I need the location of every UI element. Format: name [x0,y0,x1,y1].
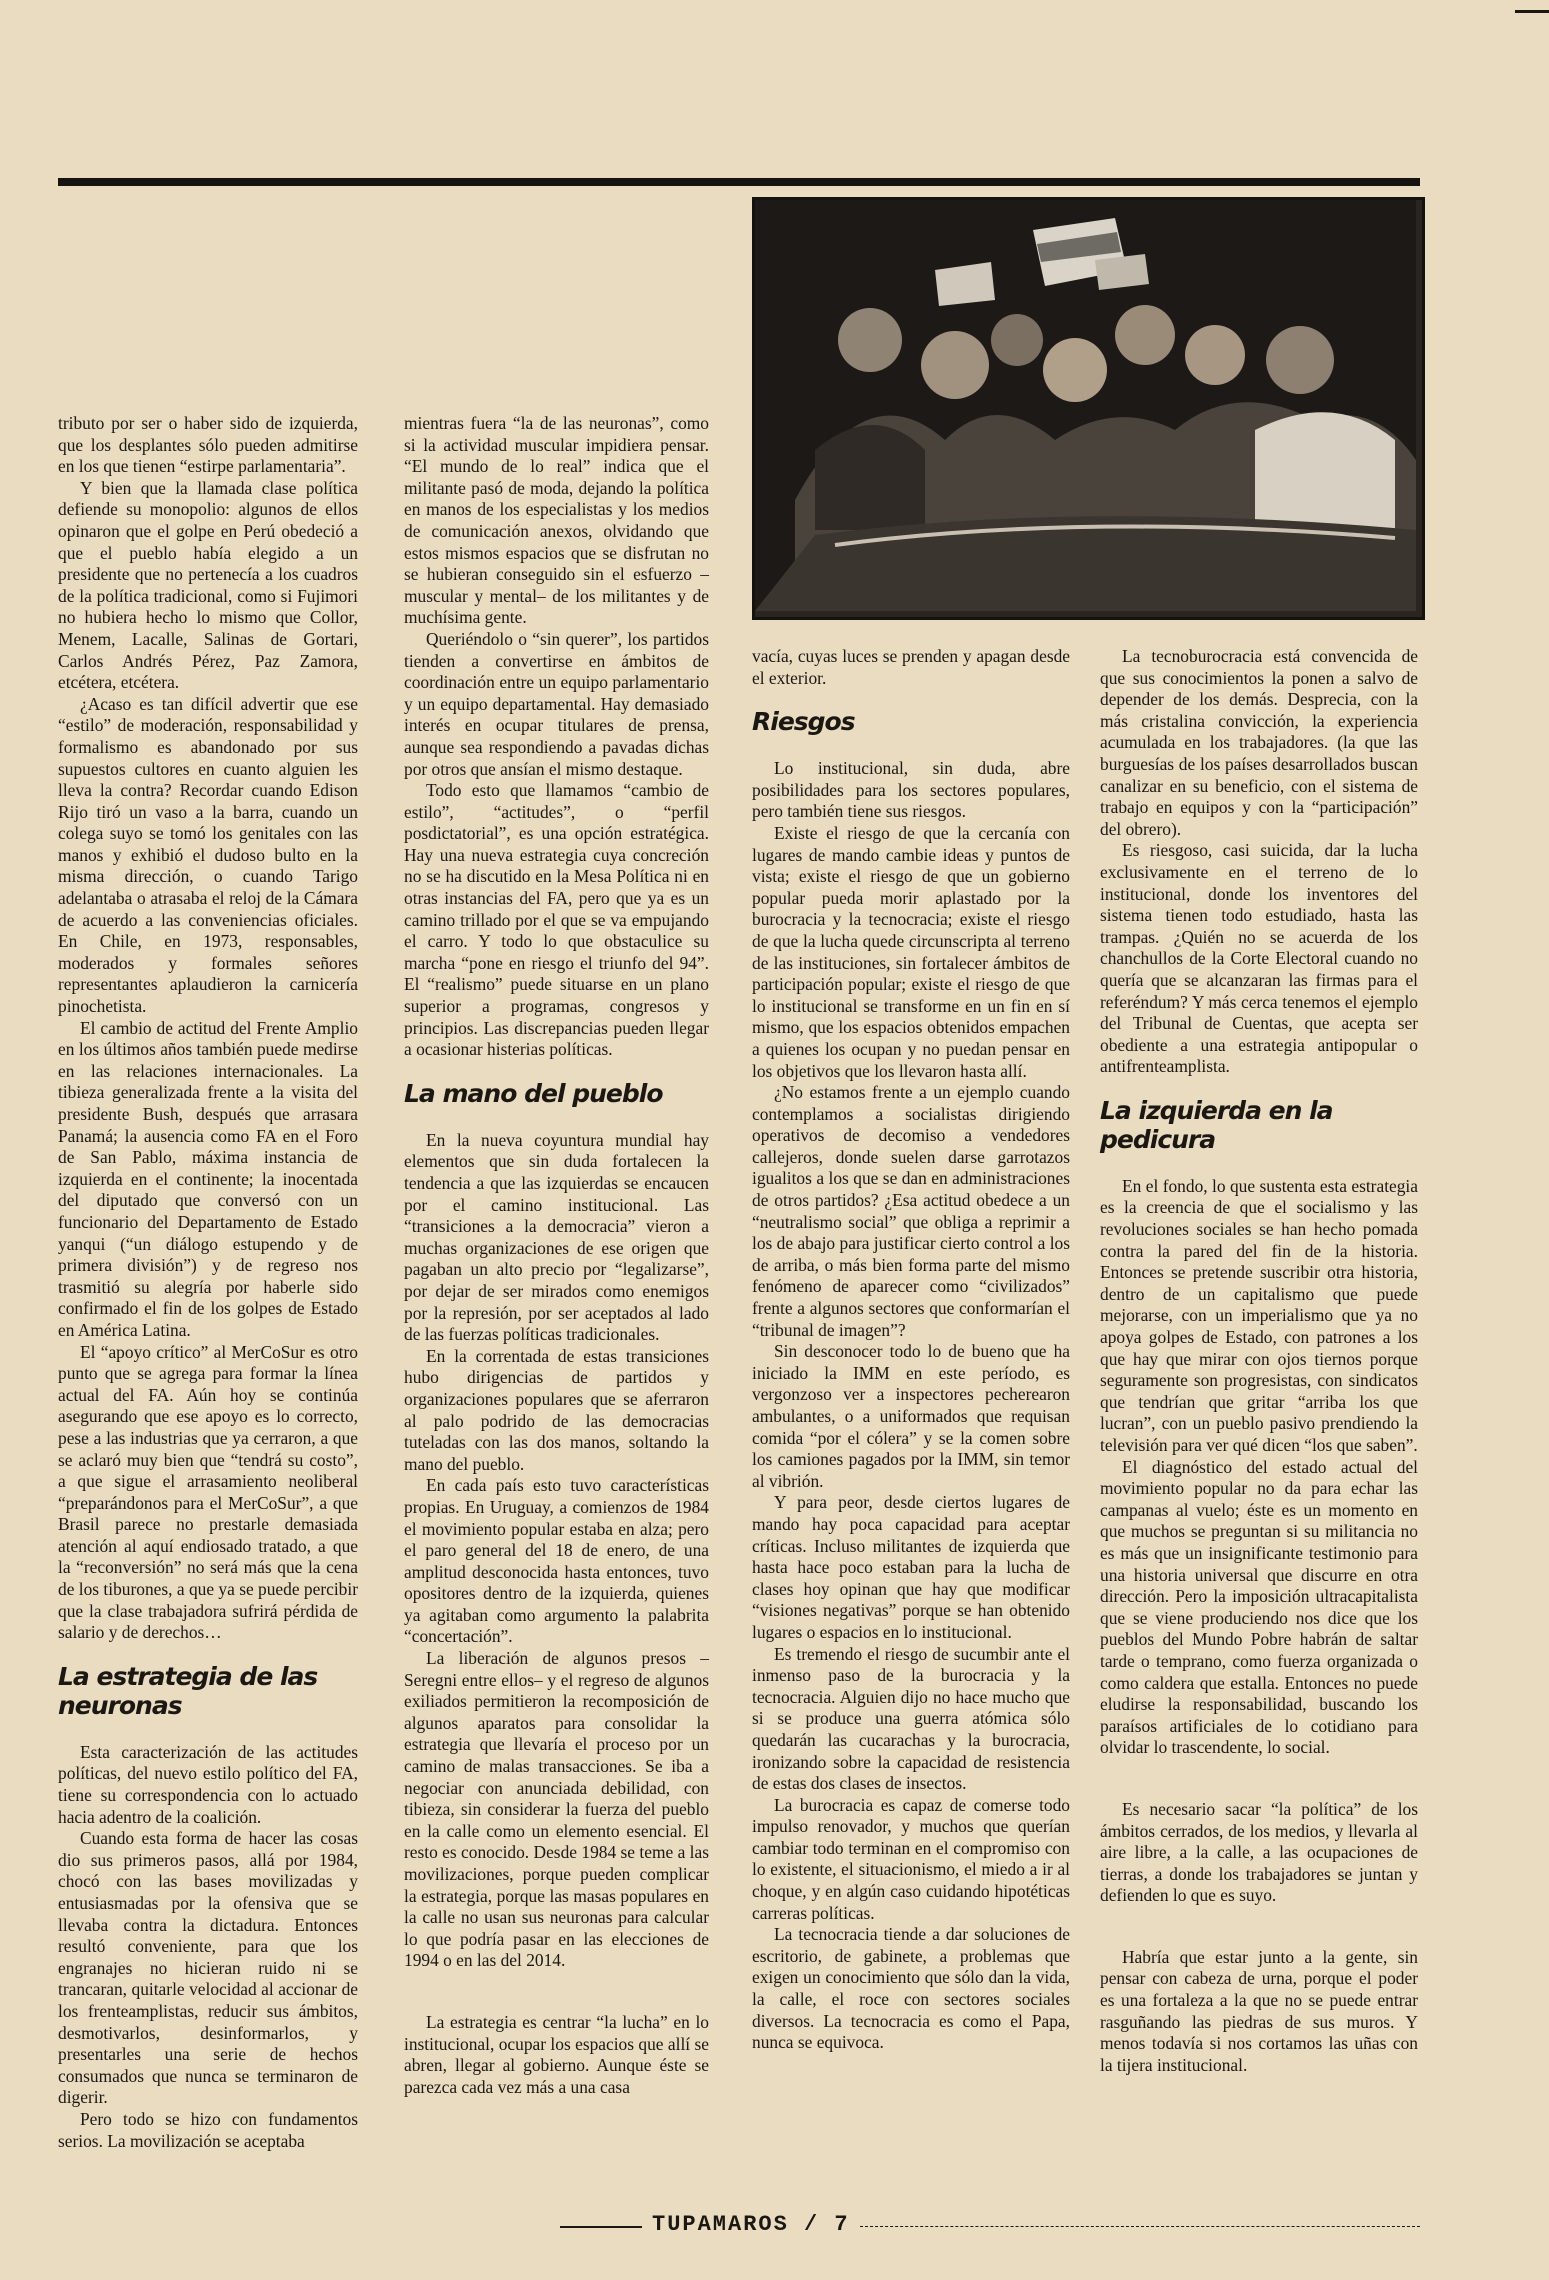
paragraph: vacía, cuyas luces se prenden y apagan desde el exterior. [752,646,1070,688]
paragraph: Y bien que la llamada clase política defiende su monopolio: algunos de ellos opinaron que el golpe en Perú obedeció a que el pueblo había elegido a un presidente que no pertenecía a los cuadros de la política tradicional, como si Fujimori no hubiera hecho lo mismo que Collor, Menem, Lacalle, Salinas de Gortari, Carlos Andrés Pérez, Paz Zamora, etcétera, etcétera. [58,477,358,693]
article-column-4 [1100,646,1418,2076]
paragraph: Todo esto que llamamos “cambio de estilo”, “actitudes”, o “perfil posdictatorial”, es una opción estratégica. Hay una nueva estrategia cuya concreción no se ha discutido en la Mesa Política ni en otras instancias del FA, pero que ya es un camino trillado por el que se va empujando el carro. Y todo lo que obstaculice su marcha “pone en riesgo el triunfo del 94”. El “realismo” puede situarse en un plano superior a programas, congresos y principios. Las discrepancias pueden llegar a ocasionar histerias políticas. [404,780,709,1060]
paragraph: Y para peor, desde ciertos lugares de mando hay poca capacidad para aceptar críticas. Incluso militantes de izquierda que hasta hace poco estaban para la lucha de clases hoy opinan que hay que modificar “visiones negativas” porque se han obtenido lugares o espacios en lo institucional. [752,1492,1070,1642]
paragraph: Existe el riesgo de que la cercanía con lugares de mando cambie ideas y puntos de vista; existe el riesgo de que un gobierno popular pueda morir aplastado por la burocracia y la tecnocracia; existe el riesgo de que la lucha quede circunscripta al terreno de las instituciones, sin fortalecer ámbitos de participación popular; existe el riesgo de que lo institucional se transforme en un fin en sí mismo, que los espacios obtenidos empachen a quienes los ocupan y no puedan pensar en los objetivos que los llevaron hasta allí. [752,822,1070,1081]
article-column-3 [752,646,1070,2054]
paragraph-gap [404,1972,709,2012]
page-footer [560,2212,1420,2242]
crowd-photo [752,197,1425,620]
paragraph-gap [1100,1759,1418,1799]
paragraph: En el fondo, lo que sustenta esta estrategia es la creencia de que el socialismo y las revoluciones sociales se han hecho pomada contra la pared del fin de la historia. Entonces se pretende suscribir otra historia, dentro de un capitalismo que puede mejorarse, con un imperialismo que ya no apoya golpes de Estado, con patrones a los que hay que mirar con ojos tiernos porque seguramente son progresistas, con sindicatos que tendrían que gritar “arriba los que lucran”, con un pueblo pasivo prendiendo la televisión para ver qué dicen “los que saben”. [1100,1175,1418,1455]
corner-mark [1515,10,1549,13]
paragraph: La tecnocracia tiende a dar soluciones de escritorio, de gabinete, a problemas que exigen un conocimiento que sólo dan la vida, la calle, el roce con sectores sociales diversos. La tecnocracia es como el Papa, nunca se equivoca. [752,1924,1070,2053]
paragraph: La estrategia es centrar “la lucha” en lo institucional, ocupar los espacios que allí se abren, llegar al gobierno. Aunque éste se parezca cada vez más a una casa [404,2011,709,2097]
footer-publication: TUPAMAROS / 7 [652,2212,850,2237]
paragraph: La tecnoburocracia está convencida de que sus conocimientos la ponen a salvo de depender de los demás. Desprecia, con la más cristalina convicción, la experiencia acumulada en los trabajadores. (la que las burguesías de los países desarrollados buscan canalizar en su beneficio, con el sistema de trabajo en equipos y con la “participación” del obrero). [1100,646,1418,839]
section-heading: La izquierda en la pedicura [1100,1095,1333,1154]
paragraph: El diagnóstico del estado actual del movimiento popular no da para echar las campanas al vuelo; éste es un momento en que muchos se preguntan si su militancia no es más que un insignificante testimonio para una historia universal que discurre en otra dirección. Pero la imposición ultracapitalista que se viene produciendo nos dice que los pueblos del Mundo Pobre habrán de saltar tarde o temprano, como fuerza organizada o como caldera que estalla. Entonces no puede eludirse la responsabilidad, buscando los paraísos artificiales de lo cotidiano para olvidar lo trascendente, lo social. [1100,1456,1418,1758]
crowd-photo-icon [755,200,1416,611]
paragraph: El “apoyo crítico” al MerCoSur es otro punto que se agrega para formar la línea actual del FA. Aún hoy se continúa asegurando que ese apoyo es lo correcto, pese a las industrias que ya cerraron, a que se aclaró muy bien que “tendrá su costo”, a que sigue el arrasamiento neoliberal “preparándonos para el MerCoSur”, a que Brasil parece no prestarle demasiada atención al aquí endiosado tratado, a que la “reconversión” no será más que la cena de los tiburones, a que ya se puede percibir que la clase trabajadora sufrirá pérdida de salario y de derechos… [58,1341,358,1643]
section-heading: Riesgos [752,707,855,737]
paragraph: En cada país esto tuvo características propias. En Uruguay, a comienzos de 1984 el movimiento popular estaba en alza; pero el paro general del 18 de enero, de una amplitud desconocida hasta entonces, tuvo opositores dentro de la izquierda, quienes ya agitaban como argumento la palabrita “concertación”. [404,1475,709,1647]
paragraph: Esta caracterización de las actitudes políticas, del nuevo estilo político del FA, tiene su correspondencia con lo actuado hacia adentro de la coalición. [58,1741,358,1827]
top-rule [58,178,1420,186]
paragraph: Es riesgoso, casi suicida, dar la lucha exclusivamente en el terreno de lo institucional, donde los inventores del sistema tienen todo estudiado, hasta las trampas. ¿Quién no se acuerda de los chanchullos de la Corte Electoral cuando no quería que se alcanzaran las firmas para el referéndum? Y más cerca tenemos el ejemplo del Tribunal de Cuentas, que acepta ser obediente a una estrategia antipopular o antifrenteamplista. [1100,840,1418,1077]
paragraph: La liberación de algunos presos –Seregni entre ellos– y el regreso de algunos exiliados permitieron la recomposición de algunos aparatos para consolidar la estrategia que llevaría el proceso por un camino de malas transacciones. Se iba a negociar con anunciada debilidad, con tibieza, sin considerar la fuerza del pueblo en la calle como un elemento esencial. El resto es conocido. Desde 1984 se teme a las movilizaciones, porque pueden complicar la estrategia, porque las masas populares en la calle no usan sus neuronas para calcular lo que podría pasar en las elecciones de 1994 o en las del 2014. [404,1648,709,1971]
paragraph: Lo institucional, sin duda, abre posibilidades para los sectores populares, pero también tiene sus riesgos. [752,758,1070,822]
paragraph: La burocracia es capaz de comerse todo impulso renovador, y muchos que querían cambiar todo terminan en el compromiso con lo existente, el situacionismo, el miedo a ir al choque, y en algún caso cuidando hipotéticas carreras políticas. [752,1794,1070,1923]
paragraph: ¿No estamos frente a un ejemplo cuando contemplamos a socialistas dirigiendo operativos de decomiso a vendedores callejeros, donde suelen darse garrotazos igualitos a los que se dan en administraciones de otros partidos? ¿Esa actitud obedece a un “neutralismo social” que obliga a reprimir a los de abajo para justificar cierto control a los de arriba, o más bien forma parte del mismo fenómeno de aparecer como “civilizados” frente a algunos sectores que conformarían el “tribunal de imagen”? [752,1082,1070,1340]
article-column-2 [404,413,709,2098]
section-heading: La mano del pueblo [404,1078,663,1108]
paragraph: ¿Acaso es tan difícil advertir que ese “estilo” de moderación, responsabilidad y formalismo es abandonado por sus supuestos cultores en cuanto alguien les lleva la contra? Recordar cuando Edison Rijo tiró un vaso a la barra, cuando un colega suyo se tomó los genitales con las manos y exhibió el dudoso bulto en la misma dirección, o cuando Tarigo adelantaba o atrasaba el reloj de la Cámara de acuerdo a las conveniencias oficiales. En Chile, en 1973, responsables, moderados y formales señores representantes aplaudieron la carnicería pinochetista. [58,693,358,1017]
paragraph: Es necesario sacar “la política” de los ámbitos cerrados, de los medios, y llevarla al aire libre, a la calle, a las ocupaciones de tierras, a donde los trabajadores se juntan y defienden lo que es suyo. [1100,1798,1418,1906]
paragraph: Queriéndolo o “sin querer”, los partidos tienden a convertirse en ámbitos de coordinación entre un equipo parlamentario y un equipo departamental. Hay demasiado interés en ocupar titulares de prensa, aunque sea respondiendo a pavadas dichas por otros que ansían el mismo destaque. [404,628,709,779]
paragraph-gap [1100,1907,1418,1947]
footer-rule-left [560,2226,642,2228]
paragraph: Habría que estar junto a la gente, sin pensar con cabeza de urna, porque el poder es una fortaleza a la que no se puede entrar rasguñando las piedras de sus muros. Y menos todavía si nos cortamos las uñas con la tijera institucional. [1100,1946,1418,2075]
article-column-1 [58,413,358,2152]
footer-rule-right [860,2226,1420,2227]
paragraph: tributo por ser o haber sido de izquierda, que los desplantes sólo pueden admitirse en los que tienen “estirpe parlamentaria”. [58,413,358,477]
paragraph: Cuando esta forma de hacer las cosas dio sus primeros pasos, allá por 1984, chocó con las bases movilizadas y entusiasmadas por la ofensiva que se llevaba contra la dictadura. Entonces resultó conveniente, para que los engranajes no hicieran ruido ni se trancaran, quitarle velocidad al accionar de los frenteamplistas, reducir sus ámbitos, desmotivarlos, desinformarlos, y presentarles una serie de hechos consumados que nunca se terminaron de digerir. [58,1828,358,2108]
paragraph: En la nueva coyuntura mundial hay elementos que sin duda fortalecen la tendencia a que las izquierdas se encaucen por el camino institucional. Las “transiciones a la democracia” vieron a muchas organizaciones de ese origen que pagaban un alto precio por “legalizarse”, por dejar de ser mirados como enemigos por la represión, por ser aceptados al lado de las fuerzas políticas tradicionales. [404,1129,709,1345]
paragraph: Sin desconocer todo lo de bueno que ha iniciado la IMM en este período, es vergonzoso ver a inspectores pecherearon ambulantes, o a uniformados que requisan comida “por el cólera” y se la comen sobre los camiones pagados por la IMM, sin temor al vibrión. [752,1341,1070,1491]
paragraph: El cambio de actitud del Frente Amplio en los últimos años también puede medirse en las relaciones internacionales. La tibieza generalizada frente a la visita del presidente Bush, después que arrasara Panamá; la ausencia como FA en el Foro de San Pablo, máxima instancia de izquierda en el continente; la inocentada del diputado que conversó con un funcionario del Departamento de Estado yanqui (“un diálogo estupendo y de primera división”) y de regreso nos trasmitió su alegría por haberle sido confirmado el fin de los golpes de Estado en América Latina. [58,1017,358,1340]
section-heading: La estrategia de las neuronas [58,1661,318,1720]
paragraph: Es tremendo el riesgo de sucumbir ante el inmenso paso de la burocracia y la tecnocracia. Alguien dijo no hace mucho que si se produce una guerra atómica sólo quedarán las cucarachas y la burocracia, ironizando sobre la capacidad de resistencia de estas dos clases de insectos. [752,1643,1070,1794]
paragraph: mientras fuera “la de las neuronas”, como si la actividad muscular impidiera pensar. “El mundo de lo real” indica que el militante pasó de moda, dejando la política en manos de los especialistas y los medios de comunicación anexos, olvidando que estos mismos espacios que se disfrutan no se hubieran conseguido sin el esfuerzo –muscular y mental– de los militantes y de muchísima gente. [404,413,709,628]
paragraph: Pero todo se hizo con fundamentos serios. La movilización se aceptaba [58,2108,358,2151]
paragraph: En la correntada de estas transiciones hubo dirigencias de partidos y organizaciones populares que se aferraron al palo podrido de las democracias tuteladas con las dos manos, soltando la mano del pueblo. [404,1345,709,1474]
